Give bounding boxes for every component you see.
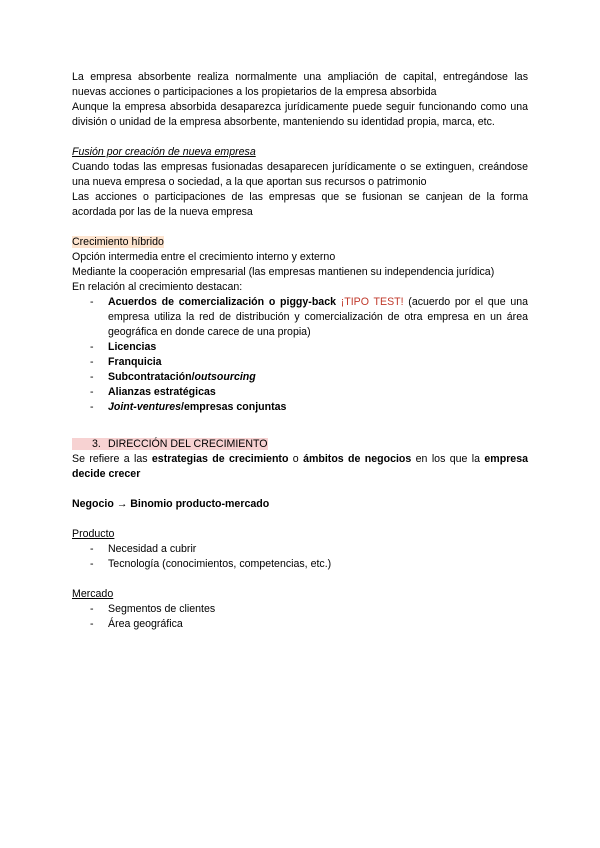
paragraph-fusion-creacion: Cuando todas las empresas fusionadas desaparecen jurídicamente o se extinguen, creándose una nueva empresa o sociedad, a la que aportan sus recursos o patrimonio [72,161,528,188]
list-item: - Franquicia [72,355,528,370]
fusion-heading: Fusión por creación de nueva empresa [72,146,256,158]
hibrido-line-3: En relación al crecimiento destacan: [72,281,243,293]
mercado-heading: Mercado [72,588,114,600]
hibrido-heading: Crecimiento híbrido [72,236,164,248]
list-item: - Tecnología (conocimientos, competencias, etc.) [72,557,528,572]
section-3-heading: 3. DIRECCIÓN DEL CRECIMIENTO [72,437,528,452]
negocio-line: Negocio → Binomio producto-mercado [72,498,270,510]
list-item: - Acuerdos de comercialización o piggy-back ¡TIPO TEST! (acuerdo por el que una empresa utiliza la red de distribución y comercialización de otra empresa en un área geográfica en donde carece de una propia) [72,295,528,340]
list-item: - Alianzas estratégicas [72,385,528,400]
hibrido-line-2: Mediante la cooperación empresarial (las empresas mantienen su independencia jurídica) [72,266,495,278]
paragraph-acciones: Las acciones o participaciones de las empresas que se fusionan se canjean de la forma acordada por las de la nueva empresa [72,191,528,218]
paragraph-absorbente: La empresa absorbente realiza normalmente una ampliación de capital, entregándose las nuevas acciones o participaciones a los propietarios de la empresa absorbida [72,71,528,98]
paragraph-absorbida: Aunque la empresa absorbida desaparezca jurídicamente puede seguir funcionando como una división o unidad de la empresa absorbente, manteniendo su identidad propia, marca, etc. [72,101,528,128]
list-item: - Segmentos de clientes [72,602,528,617]
list-item: - Licencias [72,340,528,355]
section-3-text: Se refiere a las estrategias de crecimiento o ámbitos de negocios en los que la empresa decide crecer [72,453,528,480]
hibrido-line-1: Opción intermedia entre el crecimiento interno y externo [72,251,336,263]
list-item: - Necesidad a cubrir [72,542,528,557]
list-item: - Subcontratación/outsourcing [72,370,528,385]
producto-list [72,542,528,572]
mercado-list [72,602,528,632]
document-page [72,70,528,632]
list-item: - Área geográfica [72,617,528,632]
hibrido-list [72,295,528,415]
producto-heading: Producto [72,528,115,540]
list-item: - Joint-ventures/empresas conjuntas [72,400,528,415]
